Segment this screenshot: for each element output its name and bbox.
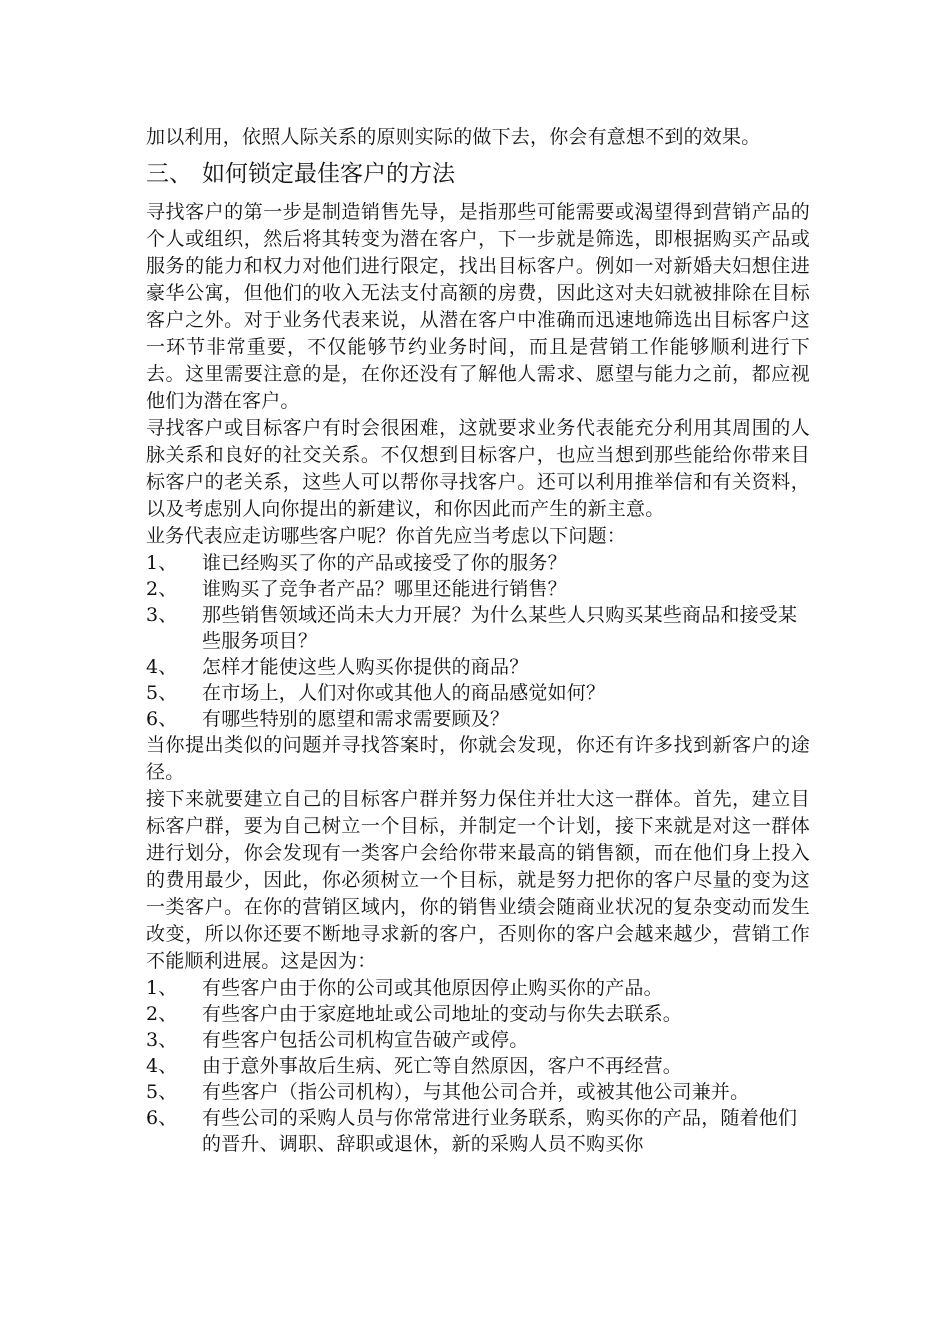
list-item bbox=[146, 1079, 810, 1105]
list-text: 在市场上，人们对你或其他人的商品感觉如何？ bbox=[202, 682, 606, 704]
paragraph: 寻找客户或目标客户有时会很困难，这就要求业务代表能充分利用其周围的人脉关系和良好的社交关系。不仅想到目标客户，也应当想到那些能给你带来目标客户的老关系，这些人可以帮你寻找客户。还可以利用推举信和有关资料，以及考虑别人向你提出的新建议，和你因此而产生的新主意。 bbox=[146, 417, 810, 520]
list-number: 1、 bbox=[146, 977, 178, 999]
list-text: 有些客户（指公司机构），与其他公司合并，或被其他公司兼并。 bbox=[202, 1081, 750, 1103]
list-text: 由于意外事故后生病、死亡等自然原因，客户不再经营。 bbox=[202, 1055, 683, 1077]
intro-continuation: 加以利用，依照人际关系的原则实际的做下去，你会有意想不到的效果。 bbox=[146, 126, 761, 148]
list-item bbox=[146, 1105, 810, 1157]
list-text: 谁已经购买了你的产品或接受了你的服务？ bbox=[202, 552, 567, 574]
question-list bbox=[146, 550, 810, 732]
list-text: 那些销售领域还尚未大力开展？为什么某些人只购买某些商品和接受某些服务项目？ bbox=[202, 604, 798, 652]
list-item bbox=[146, 654, 810, 680]
list-text: 有哪些特别的愿望和需求需要顾及？ bbox=[202, 708, 510, 730]
list-number: 3、 bbox=[146, 604, 178, 626]
list-text: 有些公司的采购人员与你常常进行业务联系，购买你的产品，随着他们的晋升、调职、辞职或退休，新的采购人员不购买你 bbox=[202, 1107, 798, 1155]
paragraph: 接下来就要建立自己的目标客户群并努力保住并壮大这一群体。首先，建立目标客户群，要为自己树立一个目标，并制定一个计划，接下来就是对这一群体进行划分，你会发现有一类客户会给你带来最高的销售额，而在他们身上投入的费用最少，因此，你必须树立一个目标，就是努力把你的客户尽量的变为这一类客户。在你的营销区域内，你的销售业绩会随商业状况的复杂变动而发生改变，所以你还要不断地寻求新的客户，否则你的客户会越来越少，营销工作不能顺利进展。这是因为： bbox=[146, 788, 810, 972]
list-number: 4、 bbox=[146, 656, 178, 678]
paragraph: 业务代表应走访哪些客户呢？你首先应当考虑以下问题： bbox=[146, 525, 627, 547]
list-item bbox=[146, 975, 810, 1001]
list-number: 6、 bbox=[146, 708, 178, 730]
list-number: 3、 bbox=[146, 1029, 178, 1051]
section-number: 三、 bbox=[146, 161, 192, 187]
section-title: 如何锁定最佳客户的方法 bbox=[202, 161, 455, 187]
reason-list bbox=[146, 975, 810, 1157]
list-item bbox=[146, 706, 810, 732]
list-item bbox=[146, 576, 810, 602]
list-number: 6、 bbox=[146, 1107, 178, 1129]
list-text: 有些客户由于你的公司或其他原因停止购买你的产品。 bbox=[202, 977, 663, 999]
list-number: 5、 bbox=[146, 1081, 178, 1103]
list-text: 有些客户由于家庭地址或公司地址的变动与你失去联系。 bbox=[202, 1003, 683, 1025]
list-item bbox=[146, 1053, 810, 1079]
paragraph: 寻找客户的第一步是制造销售先导，是指那些可能需要或渴望得到营销产品的个人或组织，然后将其转变为潜在客户，下一步就是筛选，即根据购买产品或服务的能力和权力对他们进行限定，找出目标客户。例如一对新婚夫妇想住进豪华公寓，但他们的收入无法支付高额的房费，因此这对夫妇就被排除在目标客户之外。对于业务代表来说，从潜在客户中准确而迅速地筛选出目标客户这一环节非常重要，不仅能够节约业务时间，而且是营销工作能够顺利进行下去。这里需要注意的是，在你还没有了解他人需求、愿望与能力之前，都应视他们为潜在客户。 bbox=[146, 201, 810, 412]
list-item bbox=[146, 1027, 810, 1053]
list-number: 4、 bbox=[146, 1055, 178, 1077]
list-number: 5、 bbox=[146, 682, 178, 704]
list-item bbox=[146, 602, 810, 654]
list-item bbox=[146, 550, 810, 576]
list-number: 2、 bbox=[146, 1003, 178, 1025]
list-item bbox=[146, 1001, 810, 1027]
list-text: 有些客户包括公司机构宣告破产或停。 bbox=[202, 1029, 529, 1051]
section-heading bbox=[146, 159, 810, 189]
list-text: 谁购买了竞争者产品？哪里还能进行销售？ bbox=[202, 578, 567, 600]
list-number: 2、 bbox=[146, 578, 178, 600]
paragraph: 当你提出类似的问题并寻找答案时，你就会发现，你还有许多找到新客户的途径。 bbox=[146, 734, 810, 783]
list-number: 1、 bbox=[146, 552, 178, 574]
list-item bbox=[146, 680, 810, 706]
list-text: 怎样才能使这些人购买你提供的商品？ bbox=[202, 656, 529, 678]
